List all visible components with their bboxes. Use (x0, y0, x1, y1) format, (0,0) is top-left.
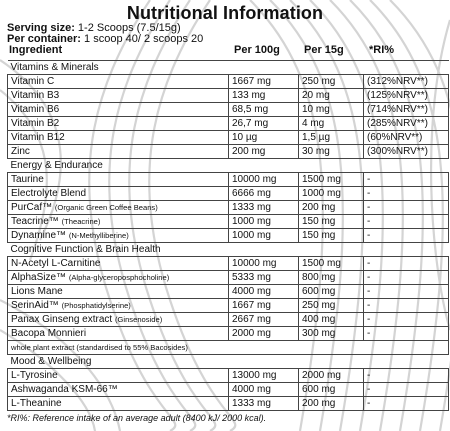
serving-info (7, 23, 203, 45)
ri-cell: - (364, 299, 449, 313)
ri-cell: - (364, 327, 449, 341)
per100-cell: 1000 mg (229, 215, 299, 229)
note-row (8, 341, 449, 355)
table-row (8, 313, 449, 327)
per15-cell: 400 mg (299, 313, 364, 327)
per15-cell: 30 mg (299, 145, 364, 159)
per15-cell: 10 mg (299, 103, 364, 117)
serving-size-label: Serving size: (7, 22, 75, 34)
ingredient-cell (8, 271, 229, 285)
table-row (8, 271, 449, 285)
ingredient-name: Vitamin B2 (11, 117, 60, 129)
ingredient-cell (8, 173, 229, 187)
ingredient-cell (8, 145, 229, 159)
ingredient-cell (8, 369, 229, 383)
per100-cell: 10000 mg (229, 173, 299, 187)
per15-cell: 200 mg (299, 397, 364, 411)
column-header-row (7, 44, 447, 57)
section-title: Energy & Endurance (8, 159, 449, 173)
per15-cell: 300 mg (299, 327, 364, 341)
ingredient-detail: (Theacrine) (61, 216, 101, 226)
per100-cell: 133 mg (229, 89, 299, 103)
ri-cell: (60%NRV**) (364, 131, 449, 145)
per15-cell: 1,5 µg (299, 131, 364, 145)
footnote: *RI%: Reference intake of an average adult (8400 kJ/ 2000 kcal). (7, 413, 267, 423)
table-row (8, 187, 449, 201)
ri-cell: - (364, 383, 449, 397)
ingredient-name: Vitamin B6 (11, 103, 60, 115)
ri-cell: - (364, 201, 449, 215)
ingredient-cell (8, 397, 229, 411)
ingredient-cell (8, 75, 229, 89)
per15-cell: 200 mg (299, 201, 364, 215)
ri-cell: - (364, 215, 449, 229)
ingredient-name: Vitamin B12 (11, 131, 65, 143)
ingredient-cell (8, 103, 229, 117)
section-title: Cognitive Function & Brain Health (8, 243, 449, 257)
ri-cell: - (364, 229, 449, 243)
per-container-value: 1 scoop 40/ 2 scoops 20 (84, 33, 204, 45)
per15-cell: 4 mg (299, 117, 364, 131)
ri-cell: (300%NRV**) (364, 145, 449, 159)
per100-cell: 10 µg (229, 131, 299, 145)
column-header-per100: Per 100g (234, 44, 280, 56)
table-row (8, 201, 449, 215)
page-title: Nutritional Information (126, 3, 324, 23)
per15-cell: 600 mg (299, 285, 364, 299)
per15-cell: 250 mg (299, 75, 364, 89)
table-row (8, 327, 449, 341)
ingredient-name: Zinc (11, 145, 30, 157)
nutrition-table-body (8, 61, 449, 411)
ingredient-name: PurCaf™ (11, 201, 53, 213)
ingredient-cell (8, 131, 229, 145)
per100-cell: 1333 mg (229, 201, 299, 215)
ri-cell: - (364, 173, 449, 187)
ingredient-name: Electrolyte Blend (11, 187, 87, 199)
per15-cell: 2000 mg (299, 369, 364, 383)
per15-cell: 1000 mg (299, 187, 364, 201)
ingredient-cell (8, 187, 229, 201)
section-header-row (8, 61, 449, 75)
ri-cell: - (364, 257, 449, 271)
ri-cell: (312%NRV**) (364, 75, 449, 89)
ri-cell: (714%NRV**) (364, 103, 449, 117)
section-header-row (8, 355, 449, 369)
ingredient-name: Ashwaganda KSM-66™ (11, 383, 118, 395)
ingredient-cell (8, 215, 229, 229)
table-row (8, 369, 449, 383)
ingredient-cell (8, 285, 229, 299)
ingredient-detail: (Ginsenoside) (114, 314, 163, 324)
ri-cell: - (364, 369, 449, 383)
per-container-label: Per container: (7, 33, 81, 45)
ingredient-cell (8, 257, 229, 271)
per100-cell: 200 mg (229, 145, 299, 159)
ingredient-name: SerinAid™ (11, 299, 59, 311)
column-header-ri: *RI% (369, 44, 395, 56)
per15-cell: 150 mg (299, 229, 364, 243)
table-row (8, 173, 449, 187)
ingredient-cell (8, 229, 229, 243)
ri-cell: - (364, 285, 449, 299)
ri-cell: (125%NRV**) (364, 89, 449, 103)
ingredient-cell (8, 201, 229, 215)
per100-cell: 5333 mg (229, 271, 299, 285)
table-row (8, 285, 449, 299)
ingredient-cell (8, 299, 229, 313)
serving-size-value: 1-2 Scoops (7.5/15g) (77, 22, 181, 34)
per100-cell: 1667 mg (229, 75, 299, 89)
table-row (8, 117, 449, 131)
per15-cell: 1500 mg (299, 257, 364, 271)
ingredient-name: N-Acetyl L-Carnitine (11, 257, 101, 269)
per100-cell: 4000 mg (229, 383, 299, 397)
section-title: Mood & Wellbeing (8, 355, 449, 369)
table-row (8, 229, 449, 243)
ingredient-detail: (Organic Green Coffee Beans) (54, 202, 158, 212)
section-header-row (8, 159, 449, 173)
table-row (8, 131, 449, 145)
ingredient-name: Vitamin C (11, 75, 55, 87)
per15-cell: 600 mg (299, 383, 364, 397)
ingredient-detail: (Alpha-glyceroposphocholine) (68, 272, 170, 282)
ri-cell: - (364, 187, 449, 201)
table-row (8, 383, 449, 397)
per100-cell: 13000 mg (229, 369, 299, 383)
ingredient-cell (8, 327, 229, 341)
ingredient-name: L-Theanine (11, 397, 62, 409)
table-row (8, 397, 449, 411)
ri-cell: - (364, 397, 449, 411)
ingredient-cell (8, 313, 229, 327)
per100-cell: 2667 mg (229, 313, 299, 327)
nutrition-table (7, 60, 449, 411)
per100-cell: 6666 mg (229, 187, 299, 201)
ingredient-name: Lions Mane (11, 285, 63, 297)
ingredient-cell (8, 383, 229, 397)
table-row (8, 75, 449, 89)
section-header-row (8, 243, 449, 257)
table-row (8, 215, 449, 229)
per15-cell: 250 mg (299, 299, 364, 313)
per15-cell: 1500 mg (299, 173, 364, 187)
per100-cell: 1667 mg (229, 299, 299, 313)
column-header-per15: Per 15g (304, 44, 344, 56)
per100-cell: 1000 mg (229, 229, 299, 243)
ingredient-name: Bacopa Monnieri (11, 327, 87, 339)
ri-cell: (285%NRV**) (364, 117, 449, 131)
per15-cell: 800 mg (299, 271, 364, 285)
ingredient-name: Teacrine™ (11, 215, 59, 227)
per100-cell: 68,5 mg (229, 103, 299, 117)
per100-cell: 26,7 mg (229, 117, 299, 131)
section-title: Vitamins & Minerals (8, 61, 449, 75)
table-row (8, 257, 449, 271)
ri-cell: - (364, 313, 449, 327)
table-row (8, 299, 449, 313)
ingredient-name: AlphaSize™ (11, 271, 67, 283)
ingredient-detail: (Phosphatidylserine) (61, 300, 131, 310)
per100-cell: 1333 mg (229, 397, 299, 411)
extract-note: whole plant extract (standardised to 55% Bacosides) (8, 341, 449, 355)
ingredient-cell (8, 89, 229, 103)
column-header-ingredient: Ingredient (9, 44, 63, 56)
ri-cell: - (364, 271, 449, 285)
ingredient-name: L-Tyrosine (11, 369, 58, 381)
table-row (8, 89, 449, 103)
ingredient-cell (8, 117, 229, 131)
ingredient-name: Dynamine™ (11, 229, 67, 241)
per100-cell: 2000 mg (229, 327, 299, 341)
per15-cell: 150 mg (299, 215, 364, 229)
table-row (8, 145, 449, 159)
ingredient-name: Taurine (11, 173, 44, 185)
per100-cell: 4000 mg (229, 285, 299, 299)
ingredient-name: Vitamin B3 (11, 89, 60, 101)
ingredient-name: Panax Ginseng extract (11, 313, 113, 325)
per100-cell: 10000 mg (229, 257, 299, 271)
ingredient-detail: (N-Methylliberine) (68, 230, 129, 240)
table-row (8, 103, 449, 117)
per15-cell: 20 mg (299, 89, 364, 103)
